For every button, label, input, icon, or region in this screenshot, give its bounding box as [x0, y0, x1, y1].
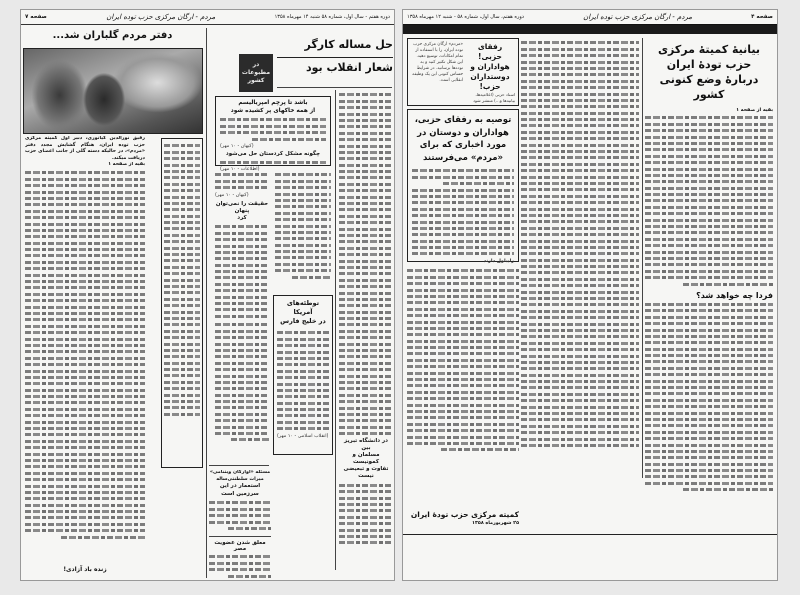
press-column-left: (کیهان - ۱۰ مهر) حقیقت را نمی‌توان پنهان کرد	[215, 170, 269, 320]
notice-box	[407, 38, 519, 106]
notice-footnote: اسناد حزبی (اعلامیه‌ها، بیانیه‌ها و...) منتشر شود	[473, 92, 515, 103]
press-review-badge: در مطبوعات کشور	[239, 54, 273, 92]
continued-label: بقیه از صفحه ۱	[736, 108, 773, 113]
press-item-headline: چگونه مشکل کردستان حل می‌شود	[225, 151, 321, 158]
press-item-gulf-box	[273, 295, 333, 455]
closing-slogan: زنده باد آزادی!	[63, 566, 107, 573]
lead-article-continuation	[521, 38, 639, 478]
press-item-source: (کیهان - ۱۰ مهر)	[220, 143, 254, 149]
lead-article-continuation-2	[407, 266, 519, 466]
press-item-box-1	[215, 96, 331, 173]
press-item-tabriz-headline: در دانشگاه تبریز بین مسلمان و کمونیست تفاوت و تبعیضی نیست	[343, 438, 389, 480]
photo-story-headline: دفتر مردم گلباران شد...	[52, 30, 173, 41]
press-item-headline: حقیقت را نمی‌توان پنهان کرد	[215, 200, 269, 221]
signature-name: کمیته مرکزی حزب تودهٔ ایران	[410, 510, 519, 519]
press-item-headline: باشد تا پرچم امپریالیسم از همه خاکهای پر کشیده شود	[230, 100, 316, 114]
signature-block	[407, 510, 519, 526]
notice-title: رفقای حزبی! هواداران و دوستداران حزب!	[470, 42, 510, 91]
issue-info: دوره هفتم، سال اول، شماره ۵۸ - شنبه ۱۲ مهرماه ۱۳۵۸	[407, 14, 525, 20]
masthead	[21, 10, 394, 25]
lead-headline: بیانیهٔ کمیتهٔ مرکزی حزب تودهٔ ایران دربارهٔ وضع کنونی کشور	[657, 43, 761, 101]
newspaper-page-7	[20, 9, 395, 581]
press-item-source: (اطلاعات - ۱۰ مهر)	[220, 167, 260, 173]
photo-image	[23, 48, 203, 134]
press-column-middle	[275, 170, 331, 285]
newspaper-page-4	[402, 9, 778, 581]
side-column-box	[161, 138, 203, 468]
masthead-rule	[403, 25, 777, 34]
notice-body: «مردم» ارگان مرکزی حزب توده ایران، را با استفاده از تمام امکانات، توسیع دهید. این شکل تکثیر کنید و به توده‌ها برسانید. در شرایط حساس کنونی این یک وظیفه انقلابی است.	[412, 42, 463, 83]
press-item-headline: مسئله «آوارگان ویتنامی» میراث سلطنتی‌ساله	[209, 470, 271, 482]
newspaper-logo: مردم - ارگان مرکزی حزب توده ایران	[583, 13, 693, 21]
page-bottom-rule	[403, 534, 777, 535]
page-number: صفحه ۴	[751, 14, 773, 20]
continued-label: بقیه از صفحه ۱	[108, 162, 145, 167]
press-item-vietnam	[209, 470, 271, 581]
press-review-headline: حل مساله کارگر شعار انقلاب بود	[277, 35, 393, 78]
highlight-text: راپیلول دارند	[483, 258, 514, 264]
column-divider	[642, 38, 643, 478]
page-number: صفحه ۷	[25, 14, 47, 20]
lead-article	[645, 38, 773, 495]
press-review-right-column	[339, 90, 393, 570]
recommendation-headline: توصیه به رفقای حزبی، هواداران و دوستان در مورد اخباری که برای «مردم» می‌فرستند	[414, 115, 512, 163]
press-item-headline: معلق شدن عضویت مصر	[214, 539, 266, 552]
masthead	[403, 10, 777, 26]
issue-info: دوره هفتم - سال اول، شماره ۵۸ شنبه ۱۴ مهرماه ۱۳۵۸	[274, 14, 390, 20]
signature-date: ۲۵ شهریورماه ۱۳۵۸	[472, 521, 519, 526]
press-item-headline: توطئه‌های آمریکا در خلیج فارس	[280, 299, 326, 325]
recommendation-article-box	[407, 109, 519, 262]
photo-caption: رفیق نورالدین کیانوری، دبیر اول کمیته مرکزی حزب توده ایران، هنگام گشایش مجدد دفتر «مردم»، در حالیکه دسته گلی از جانب اعضای حزب دریافت میکند.	[25, 136, 145, 161]
article-body	[645, 116, 773, 285]
column-divider	[206, 28, 207, 578]
subheading: فردا چه خواهد شد؟	[696, 290, 773, 300]
photo-story-body	[25, 168, 145, 578]
press-item-source: (انقلاب اسلامی - ۱۰ مهر)	[277, 433, 329, 439]
press-item-subheadline: استعمار در این سرزمین است	[219, 483, 261, 497]
newspaper-logo: مردم - ارگان مرکزی حزب توده ایران	[106, 13, 216, 21]
